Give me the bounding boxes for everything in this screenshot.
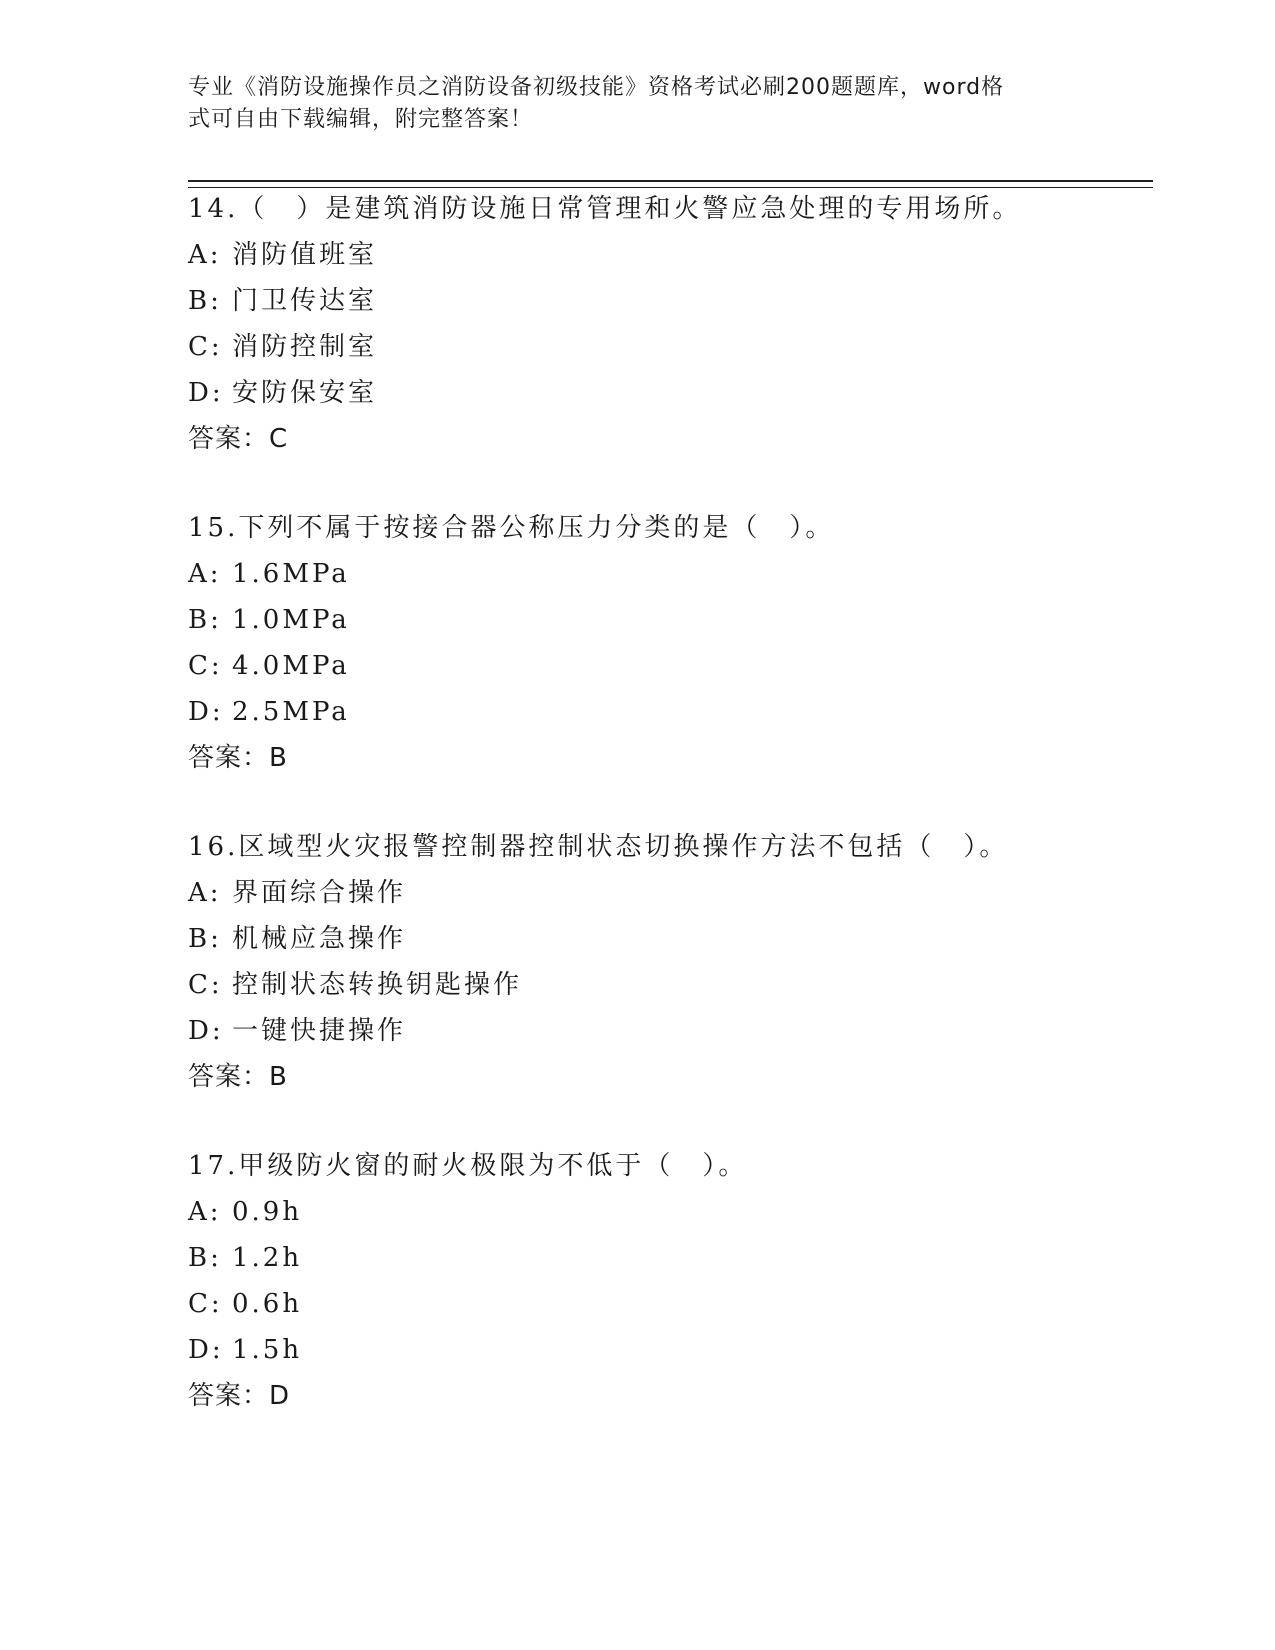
header-line-1: 专业《消防设施操作员之消防设备初级技能》资格考试必刷200题题库，word格 xyxy=(188,75,1005,100)
question-16 xyxy=(188,824,1188,1100)
option-a xyxy=(188,551,1188,597)
option-key: D: xyxy=(188,378,224,408)
question-stem: 15.下列不属于按接合器公称压力分类的是（ ）。 xyxy=(188,513,835,543)
option-text: 1.6MPa xyxy=(232,559,350,589)
option-b xyxy=(188,278,1188,324)
question-stem: 16.区域型火灾报警控制器控制状态切换操作方法不包括（ ）。 xyxy=(188,832,1009,862)
option-b xyxy=(188,1235,1188,1281)
option-text: 1.0MPa xyxy=(232,605,350,635)
option-text: 安防保安室 xyxy=(232,378,378,408)
option-text: 消防值班室 xyxy=(232,240,378,270)
option-text: 1.5h xyxy=(232,1335,303,1365)
option-text: 界面综合操作 xyxy=(232,878,407,908)
option-key: A: xyxy=(188,240,222,270)
option-key: C: xyxy=(188,970,223,1000)
question-14 xyxy=(188,186,1188,462)
answer: 答案：D xyxy=(188,1381,291,1411)
option-key: A: xyxy=(188,1197,222,1227)
option-text: 消防控制室 xyxy=(232,332,378,362)
option-text: 0.9h xyxy=(232,1197,303,1227)
answer: 答案：C xyxy=(188,424,289,454)
option-c xyxy=(188,643,1188,689)
option-a xyxy=(188,1189,1188,1235)
option-key: D: xyxy=(188,697,224,727)
option-text: 机械应急操作 xyxy=(232,924,407,954)
option-d xyxy=(188,370,1188,416)
answer: 答案：B xyxy=(188,743,288,773)
option-c xyxy=(188,324,1188,370)
question-stem: 14.（ ）是建筑消防设施日常管理和火警应急处理的专用场所。 xyxy=(188,194,1022,224)
option-a xyxy=(188,870,1188,916)
option-key: B: xyxy=(188,286,222,316)
option-c xyxy=(188,962,1188,1008)
question-15 xyxy=(188,505,1188,781)
option-text: 1.2h xyxy=(232,1243,303,1273)
option-d xyxy=(188,689,1188,735)
document-header xyxy=(188,72,1068,136)
option-c xyxy=(188,1281,1188,1327)
option-key: C: xyxy=(188,332,223,362)
option-b xyxy=(188,597,1188,643)
option-key: C: xyxy=(188,1289,223,1319)
option-text: 0.6h xyxy=(232,1289,303,1319)
answer: 答案：B xyxy=(188,1062,288,1092)
question-stem: 17.甲级防火窗的耐火极限为不低于（ ）。 xyxy=(188,1151,748,1181)
option-key: B: xyxy=(188,605,222,635)
option-text: 门卫传达室 xyxy=(232,286,378,316)
option-key: D: xyxy=(188,1016,224,1046)
option-d xyxy=(188,1008,1188,1054)
option-text: 2.5MPa xyxy=(232,697,350,727)
option-key: B: xyxy=(188,924,222,954)
option-a xyxy=(188,232,1188,278)
option-d xyxy=(188,1327,1188,1373)
option-key: D: xyxy=(188,1335,224,1365)
option-text: 一键快捷操作 xyxy=(232,1016,407,1046)
option-key: C: xyxy=(188,651,223,681)
option-key: A: xyxy=(188,878,222,908)
option-key: A: xyxy=(188,559,222,589)
option-text: 控制状态转换钥匙操作 xyxy=(232,970,523,1000)
option-key: B: xyxy=(188,1243,222,1273)
option-text: 4.0MPa xyxy=(232,651,350,681)
header-line-2: 式可自由下载编辑，附完整答案！ xyxy=(188,107,534,132)
question-17 xyxy=(188,1143,1188,1419)
option-b xyxy=(188,916,1188,962)
